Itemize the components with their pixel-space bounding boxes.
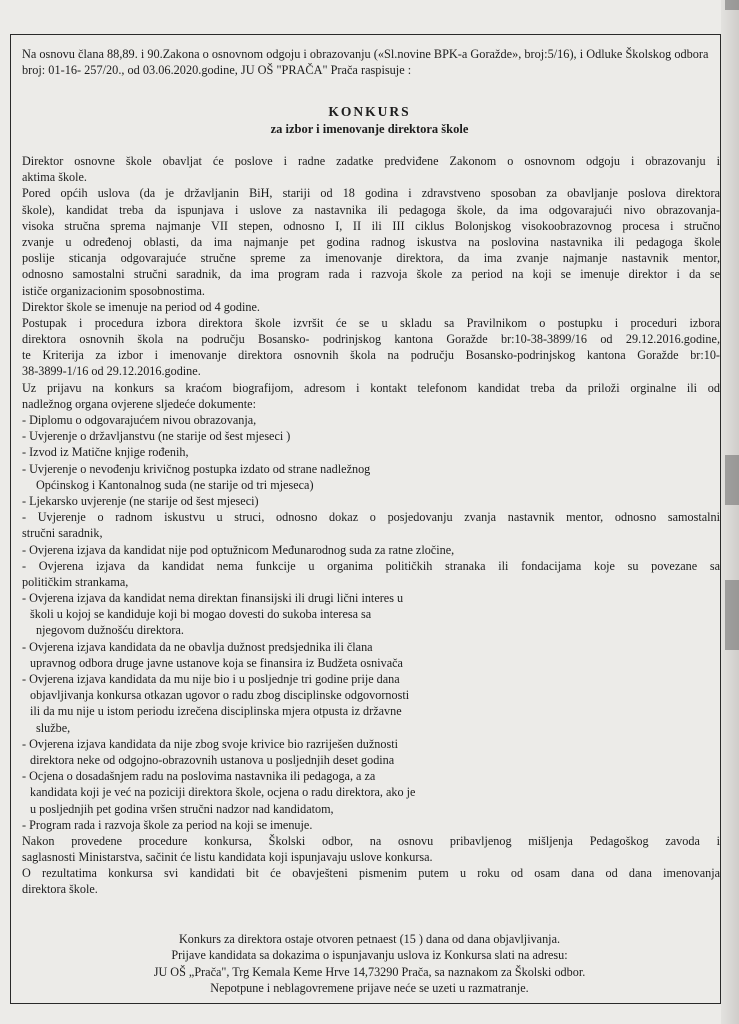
list-item: - Uvjerenje o nevođenju krivičnog postupka izdato od strane nadležnog (22, 461, 371, 476)
list-item: - Ovjerena izjava da kandidat nema funkcije u organima političkih stranaka ili fondacijama koje su povezane sa (22, 558, 720, 573)
list-item: u posljednjih pet godina vršen stručni nadzor nad kandidatom, (30, 801, 334, 816)
list-item: kandidata koji je već na poziciji direktora škole, ocjena o radu direktora, ako je (30, 785, 416, 800)
list-item: - Ovjerena izjava kandidata da ne obavlja dužnost predsjednika ili člana (22, 639, 373, 654)
body-line: visoka stručna sprema najmanje VII stepen, odnosno I, II ili III ciklus Bolonjskog visokoobrazovnog procesa i stručno (22, 218, 720, 233)
list-item: službe, (36, 720, 71, 735)
page-edge-shadow (721, 0, 739, 1024)
edge-mark (725, 455, 739, 505)
closing-line: Nepotpune i neblagovremene prijave neće se uzeti u razmatranje. (210, 981, 529, 996)
closing-section (0, 931, 739, 997)
list-item: - Ocjena o dosadašnjem radu na poslovima nastavnika ili pedagoga, a za (22, 769, 376, 784)
list-item: njegovom dužnošću direktora. (36, 623, 184, 638)
list-item: - Ljekarsko uvjerenje (ne starije od šest mjeseci) (22, 493, 259, 508)
edge-mark (725, 0, 739, 10)
intro-paragraph: Na osnovu člana 88,89. i 90.Zakona o osnovnom odgoju i obrazovanju («Sl.novine BPK-a Goražde», broj:5/16), i Odluke Školskog odbora broj: 01-16- 257/20., od 03.06.2020.godine, JU OŠ "PRAČA" Prača raspisuje : (22, 47, 709, 77)
list-item: objavljivanja konkursa otkazan ugovor o radu zbog disciplinske odgovornosti (30, 688, 410, 703)
list-item: političkim strankama, (22, 574, 129, 589)
list-item: - Izvod iz Matične knjige rođenih, (22, 445, 189, 460)
list-item: - Ovjerena izjava kandidata da nije zbog svoje krivice bio razriješen dužnosti (22, 736, 398, 751)
list-item: Općinskog i Kantonalnog suda (ne starije od tri mjeseca) (36, 477, 314, 492)
document-subtitle: za izbor i imenovanje direktora škole (270, 122, 469, 136)
body-line: Postupak i procedura izbora direktora škole izvršit će se u skladu sa Pravilnikom o postupku i proceduri izbora (22, 315, 720, 330)
list-item: - Diplomu o odgovarajućem nivou obrazovanja, (22, 413, 257, 427)
list-item: - Uvjerenje o državljanstvu (ne starije od šest mjeseci ) (22, 429, 291, 444)
body-line: nadležnog organa ovjerene sljedeće dokumente: (22, 396, 256, 411)
body-line: škole), kandidat treba da ispunjava i uslove za nastavnika ili pedagoga škole, da ima odgovarajući nivo obrazovanja- (22, 202, 720, 217)
body-line: saglasnosti Ministarstva, sačinit će listu kandidata koji ispunjavaju uslove konkursa. (22, 850, 433, 865)
list-item: - Ovjerena izjava kandidata da mu nije bio i u posljednje tri godine prije dana (22, 672, 400, 686)
body-line: O rezultatima konkursa svi kandidati bit će obavješteni pismenim putem u roku od osam dana od dana imenovanja (22, 866, 720, 881)
list-item: - Ovjerena izjava da kandidat nema direktan finansijski ili drugi lični interes u (22, 591, 404, 606)
list-item: stručni saradnik, (22, 526, 103, 541)
edge-mark (725, 580, 739, 650)
list-item: - Program rada i razvoja škole za period na koji se imenuje. (22, 817, 313, 832)
list-item: direktora neke od odgojno-obrazovnih ustanova u posljednjih deset godina (30, 752, 395, 767)
list-item: - Ovjerena izjava da kandidat nije pod optužnicom Međunarodnog suda za ratne zločine, (22, 542, 455, 557)
body-line: te Kriterija za izbor i imenovanje direktora osnovnih škola na području Bosansko-podrinjskog kantona Goražde br:10- (22, 348, 720, 363)
closing-line: Konkurs za direktora ostaje otvoren petnaest (15 ) dana od dana objavljivanja. (178, 932, 561, 946)
closing-line: Prijave kandidata sa dokazima o ispunjavanju uslova iz Konkursa slati na adresu: (171, 948, 568, 963)
body-line: direktora škole. (22, 882, 98, 897)
document-body (22, 153, 720, 898)
document-title: KONKURS (328, 104, 411, 119)
body-line: Direktor osnovne škole obavljat će poslove i radne zadatke predviđene Zakonom o osnovnom odgoju i obrazovanju i (22, 154, 720, 168)
body-line: Pored općih uslova (da je državljanin BiH, stariji od 18 godina i zdravstveno sposoban za obavljanje poslova direktora (22, 186, 720, 201)
body-line: zvanje u određenoj oblasti, da ima najmanje pet godina radnog iskustva na poslovina nastavnika ili pedagoga škole (22, 234, 720, 249)
body-line: Direktor škole se imenuje na period od 4 godine. (22, 299, 260, 314)
body-line: Uz prijavu na konkurs sa kraćom biografijom, adresom i kontakt telefonom kandidat treba da priloži orginalne ili od (22, 380, 720, 395)
closing-line: JU OŠ „Prača", Trg Kemala Keme Hrve 14,73290 Prača, sa naznakom za Školski odbor. (153, 964, 586, 979)
body-line: ističe organizacionim sposobnostima. (22, 283, 205, 298)
body-line: direktora osnovnih škola na području Bosansko- podrinjskog kantona Goražde br:10-38-3899/16 od 29.12.2016.godine, (22, 332, 720, 347)
list-item: školi u kojoj se kandiduje koji bi mogao dovesti do sukoba interesa sa (30, 607, 372, 622)
list-item: - Uvjerenje o radnom iskustvu u struci, odnosno dokaz o posjedovanju zvanja nastavnik mentor, odnosno samostalni (22, 510, 720, 525)
body-line: poslije sticanja odgovarajuće stručne spreme za imenovanje direktora, da ima zvanje najmanje nastavnik mentor, (22, 251, 720, 266)
body-line: 38-3899-1/16 od 29.12.2016.godine. (22, 364, 201, 379)
body-line: Nakon provedene procedure konkursa, Školski odbor, na osnovu pribavljenog mišljenja Pedagoškog zavoda i (22, 833, 720, 848)
body-line: aktima škole. (22, 170, 87, 185)
list-item: upravnog odbora druge javne ustanove koja se finansira iz Budžeta osnivača (30, 655, 403, 670)
body-line: odnosno samostalni stručni saradnik, da ima program rada i razvoja škole za period na koji se imenuje direktor i da se (22, 267, 720, 282)
list-item: ili da mu nije u istom periodu izrečena disciplinska mjera otpusta iz državne (30, 704, 402, 719)
